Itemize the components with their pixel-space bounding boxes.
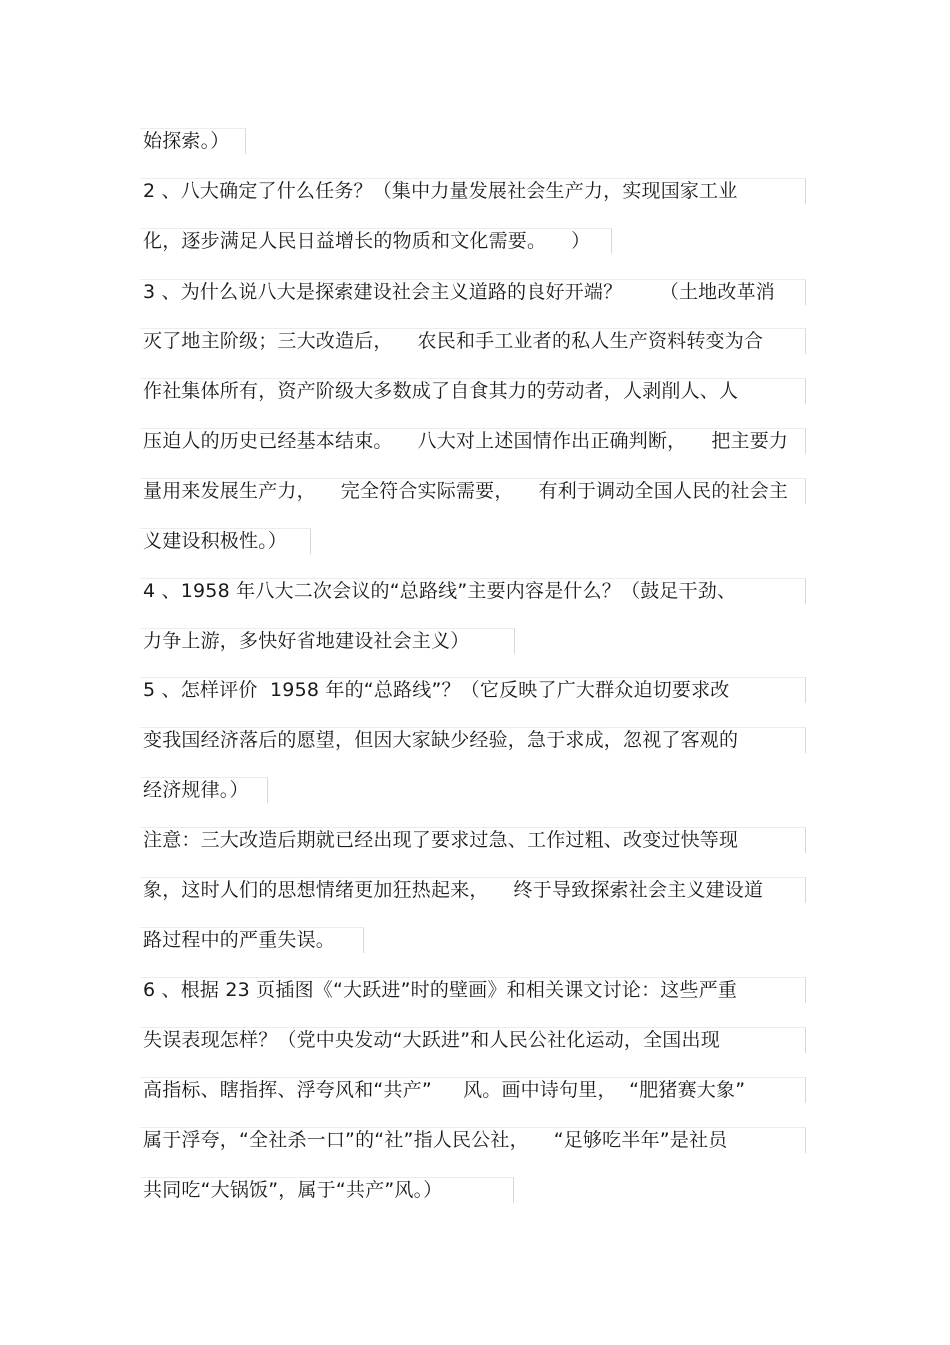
- question-5-line: 5 、怎样评价 1958 年的“总路线”？（它反映了广大群众迫切要求改: [143, 679, 730, 701]
- note-line: 注意：三大改造后期就已经出现了要求过急、工作过粗、改变过快等现: [143, 829, 739, 851]
- text-line: 义建设积极性。）: [143, 530, 288, 552]
- text-line: 属于浮夸，“全社杀一口”的“社”指人民公社， “足够吃半年”是社员: [143, 1129, 728, 1151]
- text-line: 力争上游，多快好省地建设社会主义）: [143, 630, 470, 652]
- text-line: 压迫人的历史已经基本结束。 八大对上述国情作出正确判断， 把主要力: [143, 430, 789, 452]
- text-line: 始探索。）: [143, 130, 230, 152]
- text-line: 经济规律。）: [143, 779, 249, 801]
- text-line: 量用来发展生产力， 完全符合实际需要， 有利于调动全国人民的社会主: [143, 480, 789, 502]
- text-line: 化，逐步满足人民日益增长的物质和文化需要。 ）: [143, 230, 591, 252]
- text-line: 失误表现怎样？（党中央发动“大跃进”和人民公社化运动，全国出现: [143, 1029, 720, 1051]
- text-line: 共同吃“大锅饭”，属于“共产”风。）: [143, 1179, 443, 1201]
- text-line: 象，这时人们的思想情绪更加狂热起来， 终于导致探索社会主义建设道: [143, 879, 764, 901]
- text-line: 灭了地主阶级；三大改造后， 农民和手工业者的私人生产资料转变为合: [143, 330, 764, 352]
- question-3-line: 3 、为什么说八大是探索建设社会主义道路的良好开端？ （土地改革消: [143, 281, 775, 303]
- text-line: 变我国经济落后的愿望，但因大家缺少经验，急于求成，忽视了客观的: [143, 729, 739, 751]
- text-line: 高指标、瞎指挥、浮夸风和“共产” 风。画中诗句里， “肥猪赛大象”: [143, 1079, 746, 1101]
- text-line: 路过程中的严重失误。: [143, 929, 336, 951]
- question-6-line: 6 、根据 23 页插图《“大跃进”时的壁画》和相关课文讨论：这些严重: [143, 979, 738, 1001]
- question-2-line: 2 、八大确定了什么任务？（集中力量发展社会生产力，实现国家工业: [143, 180, 738, 202]
- text-line: 作社集体所有，资产阶级大多数成了自食其力的劳动者，人剥削人、人: [143, 380, 739, 402]
- question-4-line: 4 、1958 年八大二次会议的“总路线”主要内容是什么？（鼓足干劲、: [143, 580, 737, 602]
